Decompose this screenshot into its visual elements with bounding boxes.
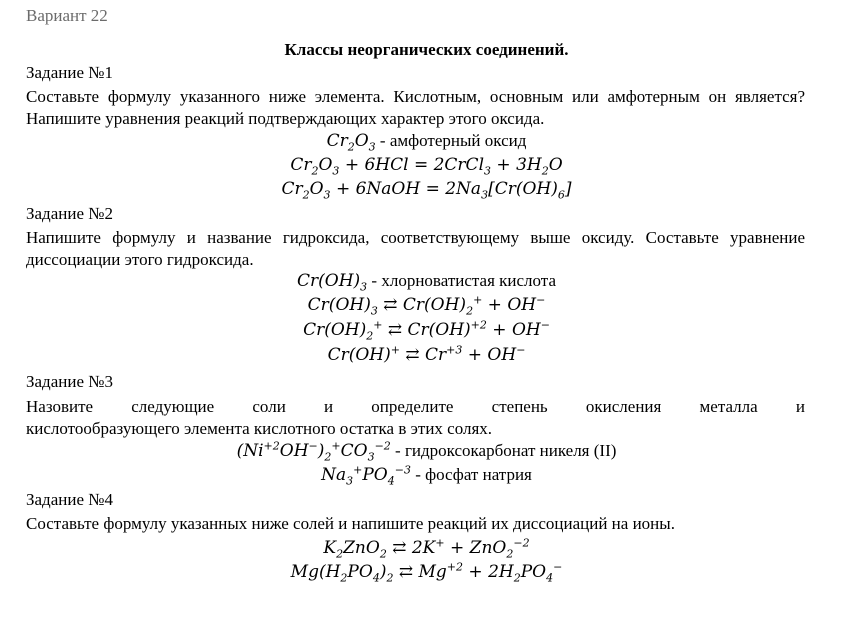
task2-dissociation-step3: Cr(OH)+ ⇄ $Cr^{+3} + OH^-$ [327, 343, 526, 365]
task4-equation-phosphate: $Mg(H_2PO_4)_2$ ⇄ $Mg^{+2} + 2H_2PO_4^-$ [290, 560, 563, 585]
variant-label: Вариант 22 [26, 6, 108, 25]
task3-text-line1: Назовите следующие соли и определите степень окисления металла и [26, 397, 805, 416]
task4-equation-zincate: $K_2ZnO_2$ ⇄ 2K+ + ZnO$_2^{-2}$ [323, 536, 530, 561]
task1-equation-hcl: $Cr_2O_3 + 6HCl$ = 2CrCl$_3$ + $3H_2O$ [290, 155, 563, 178]
task2-formula-hydroxide: $Cr(OH)_3$ - хлорноватистая кислота [297, 271, 556, 294]
task2-dissociation-step2: $Cr(OH)_2^+$ ⇄ Cr(OH)$^{+2}$ + OH− [303, 318, 550, 343]
task3-desc1: - гидроксокарбонат никеля (II) [395, 441, 617, 460]
task3-formula-phosphate: $Na_3^+PO_4^{-3}$ - фосфат натрия [321, 463, 532, 488]
task3-desc2: - фосфат натрия [415, 465, 532, 484]
task2-dissociation-step1: $Cr(OH)_3$ ⇄ $Cr(OH)_2^+ + OH^-$ [307, 293, 546, 318]
page-title: Классы неорганических соединений. [284, 40, 569, 59]
task3-text-line2: кислотообразующего элемента кислотного остатка в этих солях. [26, 419, 493, 438]
task2-label: Задание №2 [26, 204, 113, 223]
task1-text: Составьте формулу указанного ниже элемента. Кислотным, основным или амфотерным он является? Напишите уравнения реакций подтверждающих характер этого оксида. [26, 87, 805, 128]
task1-label: Задание №1 [26, 63, 113, 82]
task1-formula-oxide: $Cr_2O_3$ - амфотерный оксид [326, 131, 527, 154]
task2-text: Напишите формулу и название гидроксида, соответствующему выше оксиду. Составьте уравнение диссоциации этого гидроксида. [26, 228, 805, 269]
task2-desc: - хлорноватистая кислота [371, 271, 556, 290]
task3-formula-nickel: $(Ni^{+2}OH^-)_2^+CO_3^{-2}$ - гидроксокарбонат никеля (II) [236, 439, 617, 464]
task4-label: Задание №4 [26, 490, 113, 509]
task3-label: Задание №3 [26, 372, 113, 391]
task4-text: Составьте формулу указанных ниже солей и напишите реакций их диссоциаций на ионы. [26, 514, 675, 533]
task1-desc: - амфотерный оксид [379, 131, 527, 150]
task1-equation-naoh: $Cr_2O_3$ + 6NaOH = $2Na_3[Cr(OH)_6]$ [281, 179, 572, 202]
